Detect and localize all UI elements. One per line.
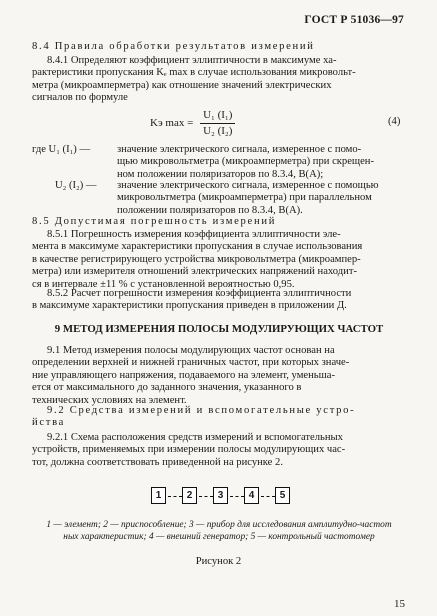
text-line: йства — [32, 417, 66, 429]
diagram-link — [168, 496, 182, 497]
text-line: рактеристики пропускания Kₑ max в случае использования микровольт- — [32, 67, 356, 79]
diagram-link — [199, 496, 213, 497]
text-line: метра (микроамперметра) как отношение значений электрических — [32, 79, 332, 91]
text-line: в качестве регистрирующего устройства микровольтметра (микроампер- — [32, 253, 361, 265]
diagram-link — [230, 496, 244, 497]
diagram-box-5: 5 — [275, 487, 290, 504]
formula-4 — [150, 109, 235, 138]
formula-lhs: Kэ max = — [150, 116, 194, 129]
text-line: 9.2 Средства измерений и вспомогательные устро- — [47, 405, 356, 416]
paragraph-8-5-2 — [32, 288, 406, 313]
text-line: значение электрического сигнала, измеренное с помощью — [117, 180, 379, 191]
text-line: 9.1 Метод измерения полосы модулирующих частот основан на — [47, 345, 335, 356]
section-9-heading: 9 МЕТОД ИЗМЕРЕНИЯ ПОЛОСЫ МОДУЛИРУЮЩИХ ЧАСТОТ — [54, 323, 384, 335]
text-line: 8.4.1 Определяют коэффициент эллиптичности в максимуме ха- — [47, 55, 337, 66]
text-line: технических условиях на элемент. — [32, 394, 187, 406]
formula-number: (4) — [388, 116, 401, 127]
definition-term-u1: где U₁ (I₁) — — [32, 144, 91, 155]
text-line: значение электрического сигнала, измеренное с помо- — [117, 144, 362, 155]
formula-fraction — [200, 109, 235, 138]
text-line: ся в интервале ±11 % с установленной вероятностью 0,95. — [32, 278, 295, 290]
text-line: 9.2.1 Схема расположения средств измерений и вспомогательных — [47, 432, 343, 443]
text-line: ние управляющего напряжения, подаваемого на элемент, уменьша- — [32, 369, 336, 381]
formula-numerator: U₁ (I₁) — [200, 109, 235, 124]
diagram-box-4: 4 — [244, 487, 259, 504]
text-line: метра) или измерителя отношений электрических напряжений находит- — [32, 266, 358, 278]
document-standard-header: ГОСТ Р 51036—97 — [304, 14, 404, 26]
page-number: 15 — [394, 598, 405, 610]
paragraph-9-1 — [32, 345, 406, 407]
text-line: щью микровольтметра (микроамперметра) при скрещен- — [117, 156, 374, 168]
text-line: ном положении поляризаторов по 8.3.4, В(А); — [117, 168, 324, 180]
text-line: устройств, применяемых при измерении полосы модулирующих час- — [32, 444, 346, 456]
text-line: ется от максимального до заданного значения, указанного в — [32, 382, 302, 394]
formula-denominator: U₂ (I₂) — [203, 124, 233, 137]
text-line: 8.5.2 Расчет погрешности измерения коэффициента эллиптичности — [47, 288, 352, 299]
section-9-2-title — [32, 405, 406, 430]
definition-body-u2 — [117, 180, 406, 217]
definition-term-u2: U₂ (I₂) — — [55, 180, 97, 191]
text-line: сигналов по формуле — [32, 92, 128, 104]
figure-2-caption — [32, 519, 406, 543]
paragraph-8-5-1 — [32, 229, 406, 291]
diagram-box-3: 3 — [213, 487, 228, 504]
text-line: положении поляризаторов по 8.3.4, В(А). — [117, 204, 303, 216]
section-8-4-title: 8.4 Правила обработки результатов измерений — [32, 41, 315, 52]
diagram-box-2: 2 — [182, 487, 197, 504]
definition-body-u1 — [117, 144, 406, 181]
diagram-box-1: 1 — [151, 487, 166, 504]
text-line: микровольтметра (микроамперметра) при параллельном — [117, 192, 372, 204]
caption-line: 1 — элемент; 2 — приспособление; 3 — прибор для исследования амплитудно-частот — [46, 520, 392, 530]
diagram-link — [261, 496, 275, 497]
paragraph-8-4-1 — [32, 55, 406, 105]
figure-2-title: Рисунок 2 — [195, 556, 242, 567]
text-line: тот, должна соответствовать приведенной на рисунке 2. — [32, 456, 283, 468]
section-8-5-title: 8.5 Допустимая погрешность измерений — [32, 216, 277, 227]
text-line: мента в максимуме характеристики пропускания в случае использования — [32, 241, 363, 253]
text-line: в максимуме характеристики пропускания приведен в приложении Д. — [32, 300, 347, 312]
text-line: 8.5.1 Погрешность измерения коэффициента эллиптичности эле- — [47, 229, 341, 240]
figure-2-diagram — [137, 487, 307, 509]
text-line: определении верхней и нижней граничных частот, при которых значе- — [32, 357, 350, 369]
caption-line: ных характеристик; 4 — внешний генератор; 5 — контрольный частотомер — [63, 532, 375, 543]
paragraph-9-2-1 — [32, 432, 406, 469]
